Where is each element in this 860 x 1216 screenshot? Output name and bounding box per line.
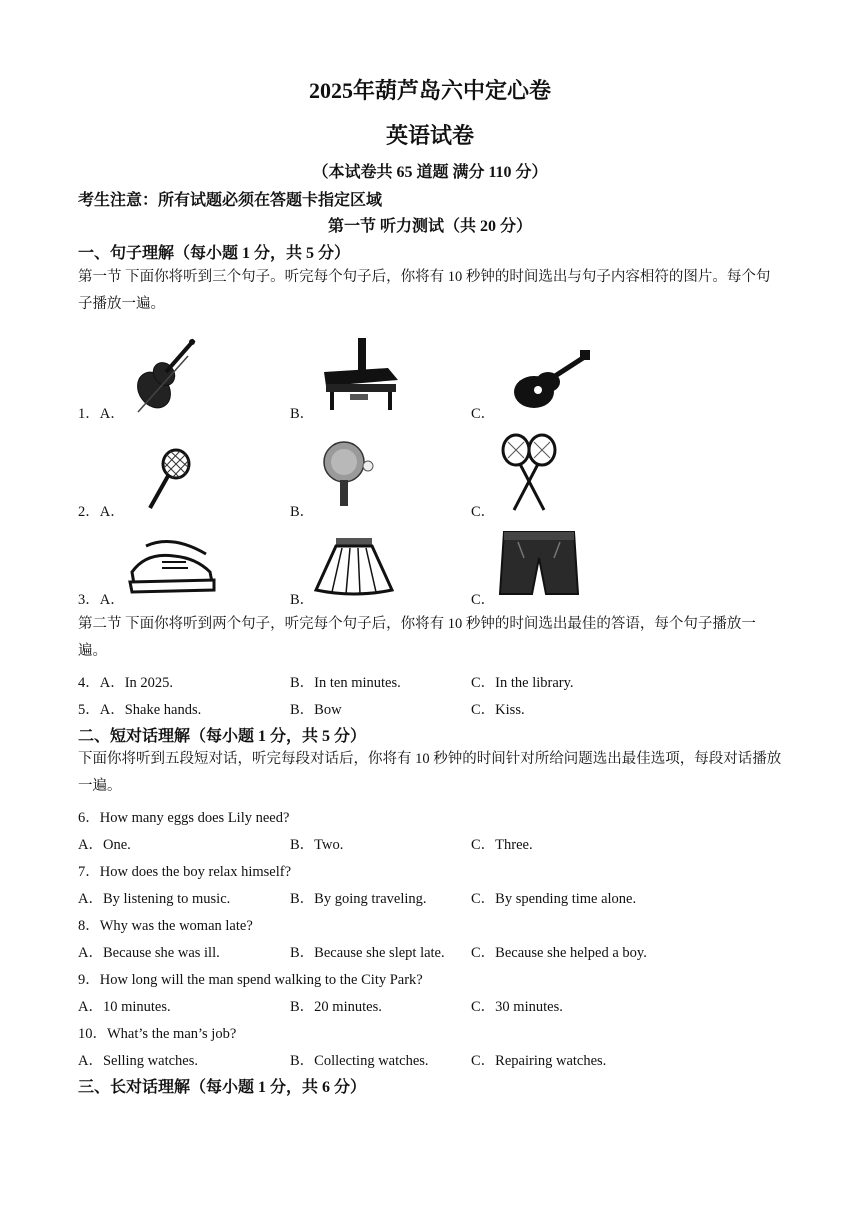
q6-option-b: B．Two.	[290, 837, 344, 853]
q6-question: 6．How many eggs does Lily need?	[78, 810, 290, 826]
q5-option-a: 5．A．Shake hands.	[78, 702, 202, 718]
q4-option-c: C．In the library.	[471, 675, 574, 691]
q5-option-c: C．Kiss.	[471, 702, 525, 718]
q3-c-label: C．	[471, 592, 496, 608]
guitar-icon	[508, 348, 592, 414]
exam-subtitle: （本试卷共 65 道题 满分 110 分）	[312, 164, 548, 181]
q2-b-label: B．	[290, 504, 315, 520]
q3-b-label: B．	[290, 592, 315, 608]
sneakers-icon	[126, 532, 218, 598]
exam-notice: 考生注意：所有试题必须在答题卡指定区域	[78, 192, 383, 209]
q10-option-a: A．Selling watches.	[78, 1053, 199, 1069]
section2-instruction: 下面你将听到五段短对话，听完每段对话后，你将有 10 秒钟的时间针对所给问题选出最佳选项，每段对话播放一遍。	[78, 751, 782, 794]
q1-label: 1．A．	[78, 406, 125, 422]
section1-instruction: 第一节 下面你将听到三个句子。听完每个句子后，你将有 10 秒钟的时间选出与句子内容相符的图片。每个句子播放一遍。	[78, 269, 771, 312]
part-title: 第一节 听力测试（共 20 分）	[327, 218, 532, 235]
exam-subject: 英语试卷	[385, 123, 474, 148]
q9-option-b: B．20 minutes.	[290, 999, 382, 1015]
q7-option-c: C．By spending time alone.	[471, 891, 637, 907]
piano-icon	[318, 334, 406, 414]
ping-pong-paddle-icon	[320, 436, 376, 510]
q9-question: 9．How long will the man spend walking to the City Park?	[78, 972, 423, 988]
q4-option-b: B．In ten minutes.	[290, 675, 401, 691]
q7-question: 7．How does the boy relax himself?	[78, 864, 292, 880]
q3-label: 3．A．	[78, 592, 125, 608]
exam-title: 2025年葫芦岛六中定心卷	[308, 78, 551, 103]
section1-heading: 一、句子理解（每小题 1 分，共 5 分）	[78, 245, 351, 262]
q8-option-a: A．Because she was ill.	[78, 945, 220, 961]
q8-option-b: B．Because she slept late.	[290, 945, 445, 961]
q1-c-label: C．	[471, 406, 496, 422]
violin-icon	[128, 334, 200, 416]
shorts-icon	[498, 528, 580, 598]
q8-option-c: C．Because she helped a boy.	[471, 945, 647, 961]
q7-option-a: A．By listening to music.	[78, 891, 231, 907]
q6-option-c: C．Three.	[471, 837, 533, 853]
badminton-rackets-icon	[496, 432, 562, 514]
q2-c-label: C．	[471, 504, 496, 520]
tennis-racket-icon	[146, 448, 192, 512]
q6-option-a: A．One.	[78, 837, 131, 853]
q7-option-b: B．By going traveling.	[290, 891, 427, 907]
q5-option-b: B．Bow	[290, 702, 342, 718]
q10-option-c: C．Repairing watches.	[471, 1053, 607, 1069]
q9-option-a: A．10 minutes.	[78, 999, 171, 1015]
q4-option-a: 4．A．In 2025.	[78, 675, 174, 691]
q10-question: 10．What’s the man’s job?	[78, 1026, 237, 1042]
q2-label: 2．A．	[78, 504, 125, 520]
section3-heading: 三、长对话理解（每小题 1 分，共 6 分）	[78, 1079, 367, 1096]
q1-b-label: B．	[290, 406, 315, 422]
q8-question: 8．Why was the woman late?	[78, 918, 253, 934]
skirt-icon	[312, 532, 396, 598]
q10-option-b: B．Collecting watches.	[290, 1053, 429, 1069]
section2-heading: 二、短对话理解（每小题 1 分，共 5 分）	[78, 728, 367, 745]
section1-instruction2: 第二节 下面你将听到两个句子，听完每个句子后，你将有 10 秒钟的时间选出最佳的答语，每个句子播放一遍。	[78, 616, 756, 659]
q9-option-c: C．30 minutes.	[471, 999, 563, 1015]
